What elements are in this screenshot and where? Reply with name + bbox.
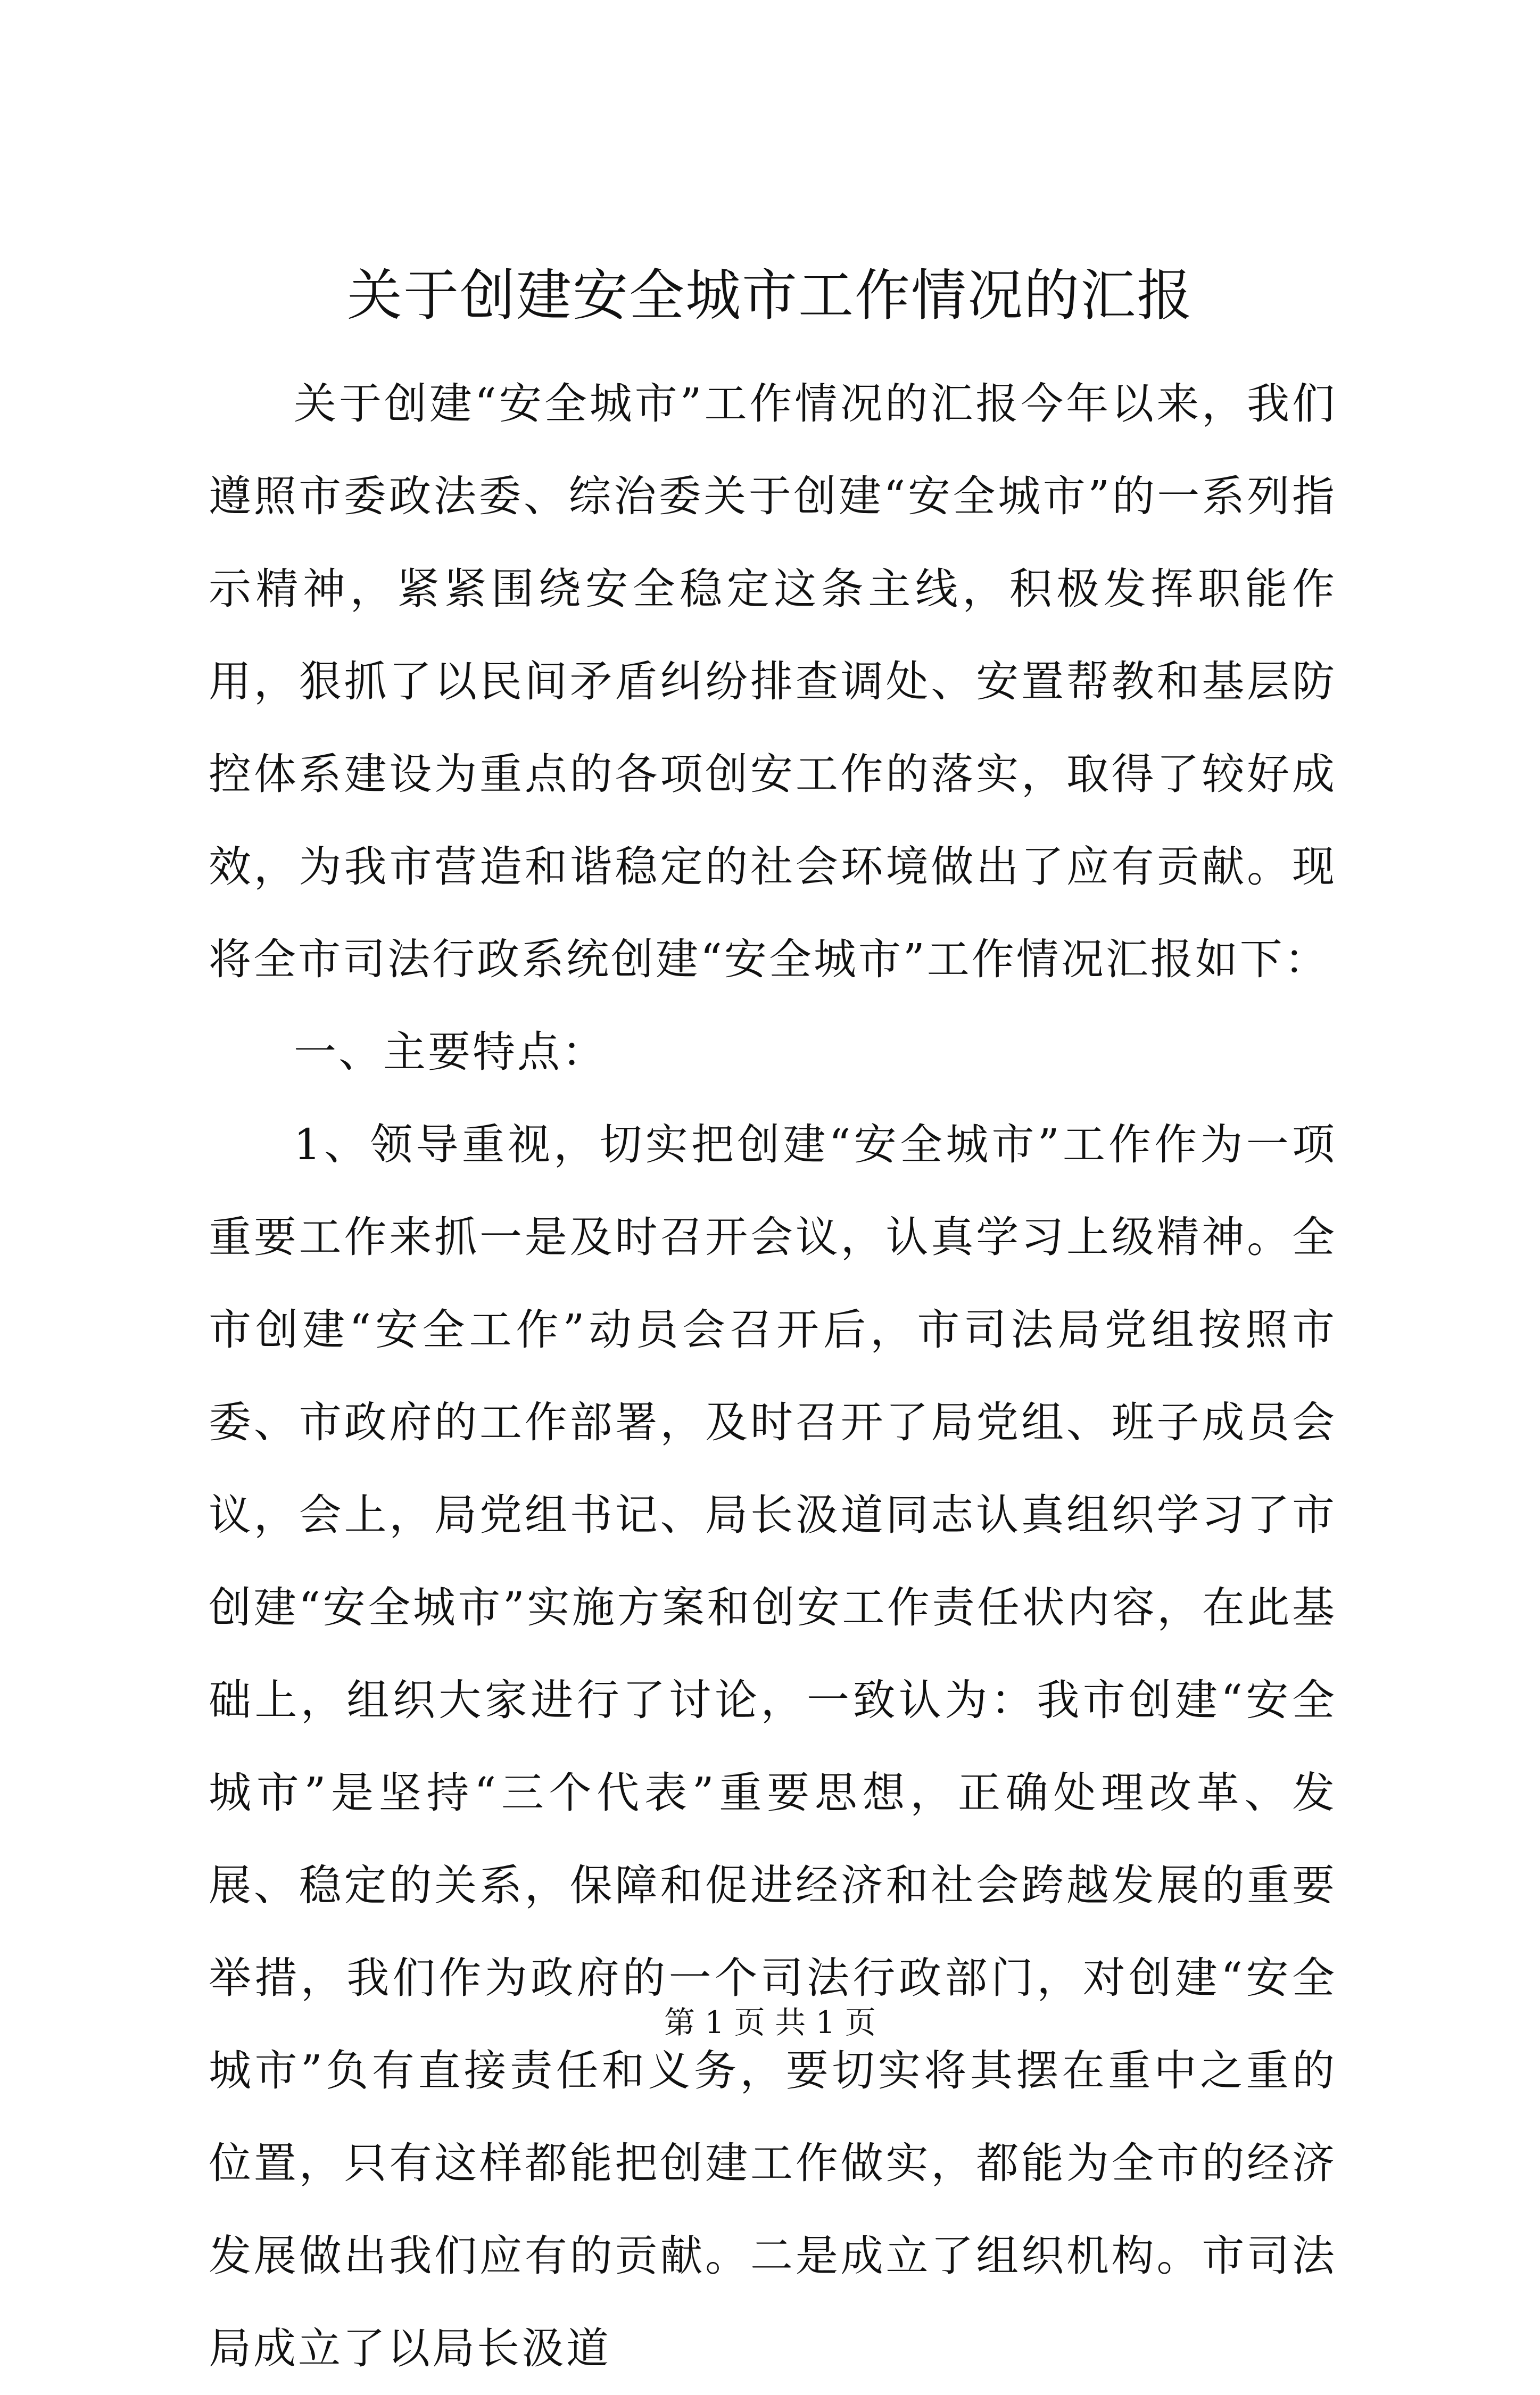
document-body bbox=[209, 358, 1337, 2395]
paragraph-point-1: 1、领导重视，切实把创建“安全城市”工作作为一项重要工作来抓一是及时召开会议，认真学习上级精神。全市创建“安全工作”动员会召开后，市司法局党组按照市委、市政府的工作部署，及时召开了局党组、班子成员会议，会上，局党组书记、局长汲道同志认真组织学习了市创建“安全城市”实施方案和创安工作责任状内容，在此基础上，组织大家进行了讨论，一致认为：我市创建“安全城市”是坚持“三个代表”重要思想，正确处理改革、发展、稳定的关系，保障和促进经济和社会跨越发展的重要举措，我们作为政府的一个司法行政部门，对创建“安全城市”负有直接责任和义务，要切实将其摆在重中之重的位置，只有这样都能把创建工作做实，都能为全市的经济发展做出我们应有的贡献。二是成立了组织机构。市司法局成立了以局长汲道 bbox=[209, 1120, 1337, 2373]
paragraph-intro: 关于创建“安全城市”工作情况的汇报今年以来，我们遵照市委政法委、综治委关于创建“安全城市”的一系列指示精神，紧紧围绕安全稳定这条主线，积极发挥职能作用，狠抓了以民间矛盾纠纷排查调处、安置帮教和基层防控体系建设为重点的各项创安工作的落实，取得了较好成效，为我市营造和谐稳定的社会环境做出了应有贡献。现将全市司法行政系统创建“安全城市”工作情况汇报如下： bbox=[209, 379, 1337, 984]
document-title: 关于创建安全城市工作情况的汇报 bbox=[346, 263, 1193, 328]
page-number-label: 第 1 页 共 1 页 bbox=[664, 2004, 876, 2041]
paragraph-section-heading: 一、主要特点： bbox=[294, 1027, 607, 1077]
page-footer bbox=[0, 2001, 1540, 2044]
